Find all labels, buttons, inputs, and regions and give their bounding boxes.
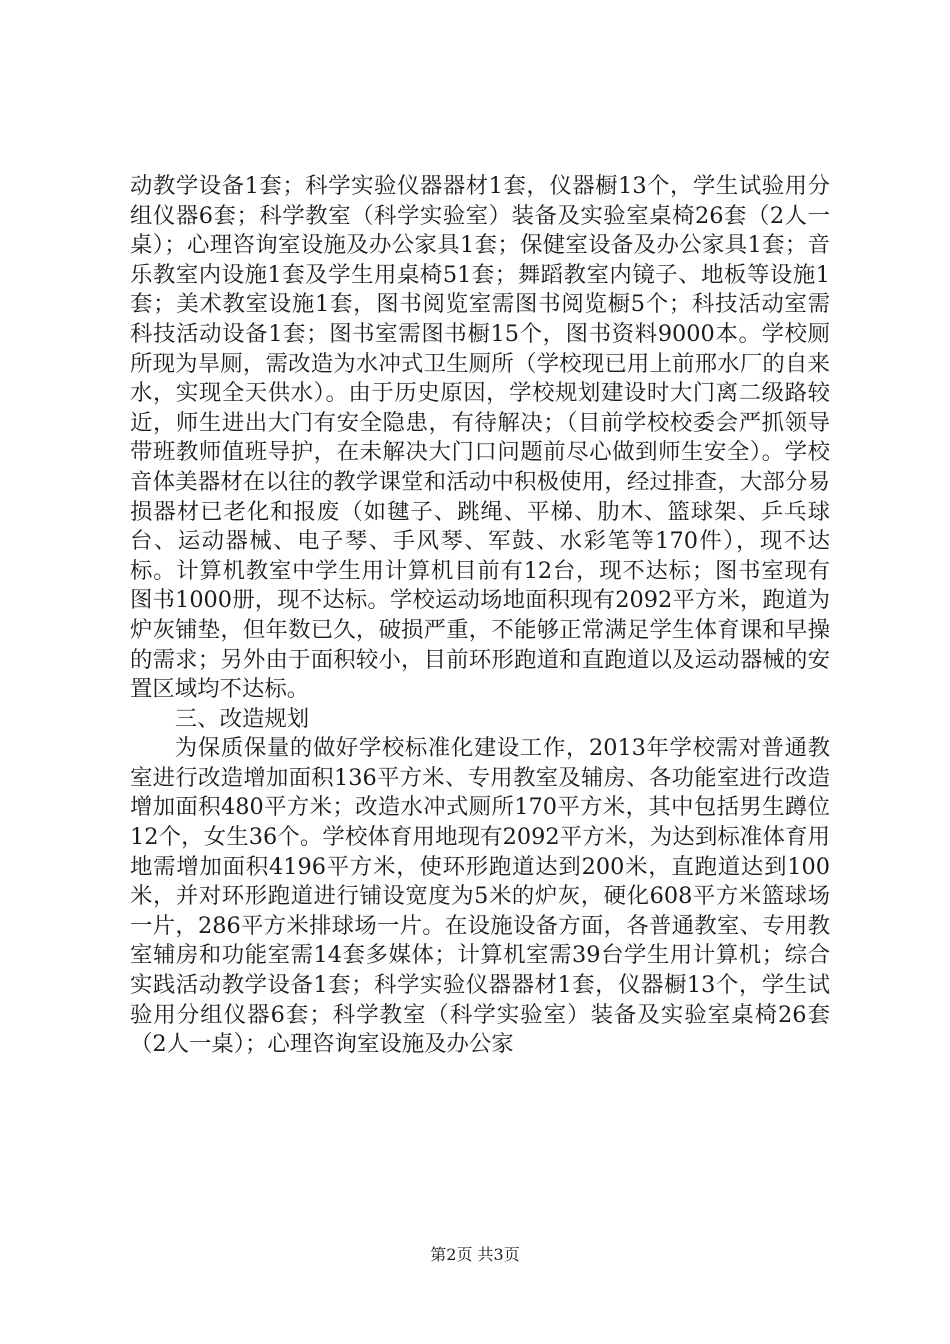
- section-heading: 三、改造规划: [174, 705, 310, 732]
- paragraph-continued: 动教学设备1套；科学实验仪器器材1套，仪器橱13个，学生试验用分组仪器6套；科学教室（科学实验室）装备及实验室桌椅26套（2人一桌）；心理咨询室设施及办公家具1套；保健室设备及办公家具1套；音乐教室内设施1套及学生用桌椅51套；舞蹈教室内镜子、地板等设施1套；美术教室设施1套，图书阅览室需图书阅览橱5个；科技活动室需科技活动设备1套；图书室需图书橱15个，图书资料9000本。学校厕所现为旱厕，需改造为水冲式卫生厕所（学校现已用上前邢水厂的自来水，实现全天供水）。由于历史原因，学校规划建设时大门离二级路较近，师生进出大门有安全隐患，有待解决；（目前学校校委会严抓领导带班教师值班导护，在未解决大门口问题前尽心做到师生安全）。学校音体美器材在以往的教学课堂和活动中积极使用，经过排查，大部分易损器材已老化和报废（如毽子、跳绳、平梯、肋木、篮球架、乒乓球台、运动器械、电子琴、手风琴、军鼓、水彩笔等170件），现不达标。计算机教室中学生用计算机目前有12台，现不达标；图书室现有图书1000册，现不达标。学校运动场地面积现有2092平方米，跑道为炉灰铺垫，但年数已久，破损严重，不能够正常满足学生体育课和早操的需求；另外由于面积较小，目前环形跑道和直跑道以及运动器械的安置区域均不达标。: [130, 173, 830, 703]
- paragraph-renovation-plan: 为保质保量的做好学校标准化建设工作，2013年学校需对普通教室进行改造增加面积136平方米、专用教室及辅房、各功能室进行改造增加面积480平方米；改造水冲式厕所170平方米，其中包括男生蹲位12个，女生36个。学校体育用地现有2092平方米，为达到标准体育用地需增加面积4196平方米，使环形跑道达到200米，直跑道达到100米，并对环形跑道进行铺设宽度为5米的炉灰，硬化608平方米篮球场一片，286平方米排球场一片。在设施设备方面，各普通教室、专用教室辅房和功能室需14套多媒体；计算机室需39台学生用计算机；综合实践活动教学设备1套；科学实验仪器器材1套，仪器橱13个，学生试验用分组仪器6套；科学教室（科学实验室）装备及实验室桌椅26套（2人一桌）；心理咨询室设施及办公家: [130, 735, 830, 1058]
- page-footer: 第2页 共3页: [430, 1245, 520, 1264]
- document-body: [130, 172, 830, 1060]
